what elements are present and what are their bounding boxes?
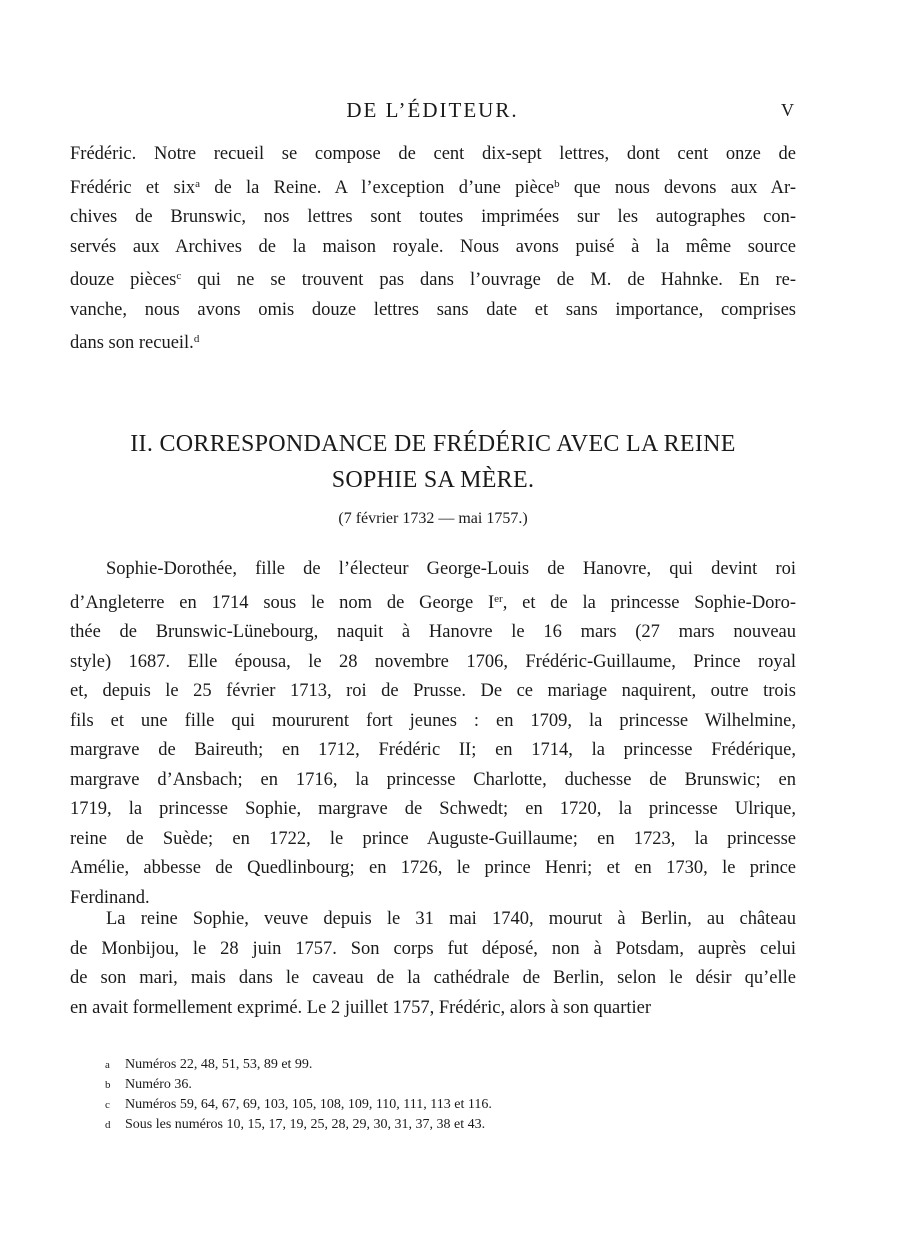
text-line: Frédéric et six$^a$ de la Reine. A l’exception d’une pièce$^b$ que nous devons aux Ar- (70, 177, 796, 198)
footnote (105, 1115, 705, 1135)
footnote-mark: a (105, 1059, 110, 1071)
text-line: Amélie, abbesse de Quedlinbourg; en 1726, le prince Henri; et en 1730, le prince (70, 858, 796, 878)
section-heading (70, 426, 796, 498)
text-line: chives de Brunswic, nos lettres sont toutes imprimées sur les autographes con- (70, 207, 796, 227)
footnote-ref: b (554, 177, 560, 190)
footnote-text: Sous les numéros 10, 15, 17, 19, 25, 28, 29, 30, 31, 37, 38 et 43. (125, 1117, 486, 1132)
text-line: de son mari, mais dans le caveau de la cathédrale de Berlin, selon le désir qu’elle (70, 968, 796, 988)
text-line: en avait formellement exprimé. Le 2 juillet 1757, Frédéric, alors à son quartier (70, 997, 652, 1018)
footnote-ref: c (176, 270, 182, 282)
page-number: V (781, 100, 794, 120)
text-line: Frédéric. Notre recueil se compose de cent dix-sept lettres, dont cent onze de (70, 144, 796, 164)
text-line: La reine Sophie, veuve depuis le 31 mai 1740, mourut à Berlin, au château (106, 909, 796, 929)
text-line: dans son recueil.$^d$ (70, 333, 200, 353)
footnote-mark: d (105, 1119, 111, 1131)
section-dates: (7 février 1732 — mai 1757.) (338, 510, 528, 527)
text-line: reine de Suède; en 1722, le prince Auguste-Guillaume; en 1723, la princesse (70, 828, 796, 849)
footnotes (105, 1055, 705, 1135)
text-line: Sophie-Dorothée, fille de l’électeur George-Louis de Hanovre, qui devint roi (106, 559, 796, 579)
text-line: style) 1687. Elle épousa, le 28 novembre 1706, Frédéric-Guillaume, Prince royal (70, 651, 796, 672)
section-title-line-2: SOPHIE SA MÈRE. (331, 467, 535, 493)
footnote-ref: d (193, 333, 200, 345)
footnote (105, 1055, 705, 1075)
footnote-text: Numéros 59, 64, 67, 69, 103, 105, 108, 109, 110, 111, 113 et 116. (125, 1097, 492, 1112)
intro-paragraph (70, 140, 796, 359)
text-line: servés aux Archives de la maison royale. Nous avons puisé à la même source (70, 236, 796, 257)
text-line: margrave d’Ansbach; en 1716, la princesse Charlotte, duchesse de Brunswic; en (70, 769, 796, 790)
text-line: vanche, nous avons omis douze lettres sans date et sans importance, comprises (70, 299, 796, 320)
text-line: Ferdinand. (70, 887, 150, 908)
text-line: 1719, la princesse Sophie, margrave de Schwedt; en 1720, la princesse Ulrique, (70, 799, 796, 819)
intro-text (70, 140, 796, 359)
footnote (105, 1095, 705, 1115)
text-line: douze pièces$^c$ qui ne se trouvent pas dans l’ouvrage de M. de Hahnke. En re- (70, 270, 796, 290)
running-head: DE L’ÉDITEUR. (346, 98, 519, 122)
text-line: fils et une fille qui moururent fort jeunes : en 1709, la princesse Wilhelmine, (70, 710, 796, 731)
footnote-mark: c (105, 1099, 110, 1111)
footnote-text: Numéro 36. (125, 1077, 192, 1092)
paragraph-sophie-dorothee (70, 555, 796, 913)
text-line: de Monbijou, le 28 juin 1757. Son corps fut déposé, non à Potsdam, auprès celui (70, 938, 796, 959)
footnote-ref: a (195, 177, 200, 190)
paragraph-text (70, 555, 796, 913)
section-title-line-1: II. CORRESPONDANCE DE FRÉDÉRIC AVEC LA REINE (130, 431, 736, 457)
paragraph-reine-sophie (70, 905, 796, 1023)
footnote (105, 1075, 705, 1095)
text-line: margrave de Baireuth; en 1712, Frédéric II; en 1714, la princesse Frédérique, (70, 740, 796, 760)
text-line: thée de Brunswic-Lünebourg, naquit à Hanovre le 16 mars (27 mars nouveau (70, 622, 796, 642)
text-line: et, depuis le 25 février 1713, roi de Prusse. De ce mariage naquirent, outre trois (70, 681, 796, 701)
footnote-ref: er (494, 592, 503, 605)
footnote-mark: b (105, 1079, 111, 1091)
text-line: d’Angleterre en 1714 sous le nom de George Ier, et de la princesse Sophie-Doro- (70, 592, 796, 613)
footnote-text: Numéros 22, 48, 51, 53, 89 et 99. (125, 1057, 313, 1072)
paragraph-text (70, 905, 796, 1023)
